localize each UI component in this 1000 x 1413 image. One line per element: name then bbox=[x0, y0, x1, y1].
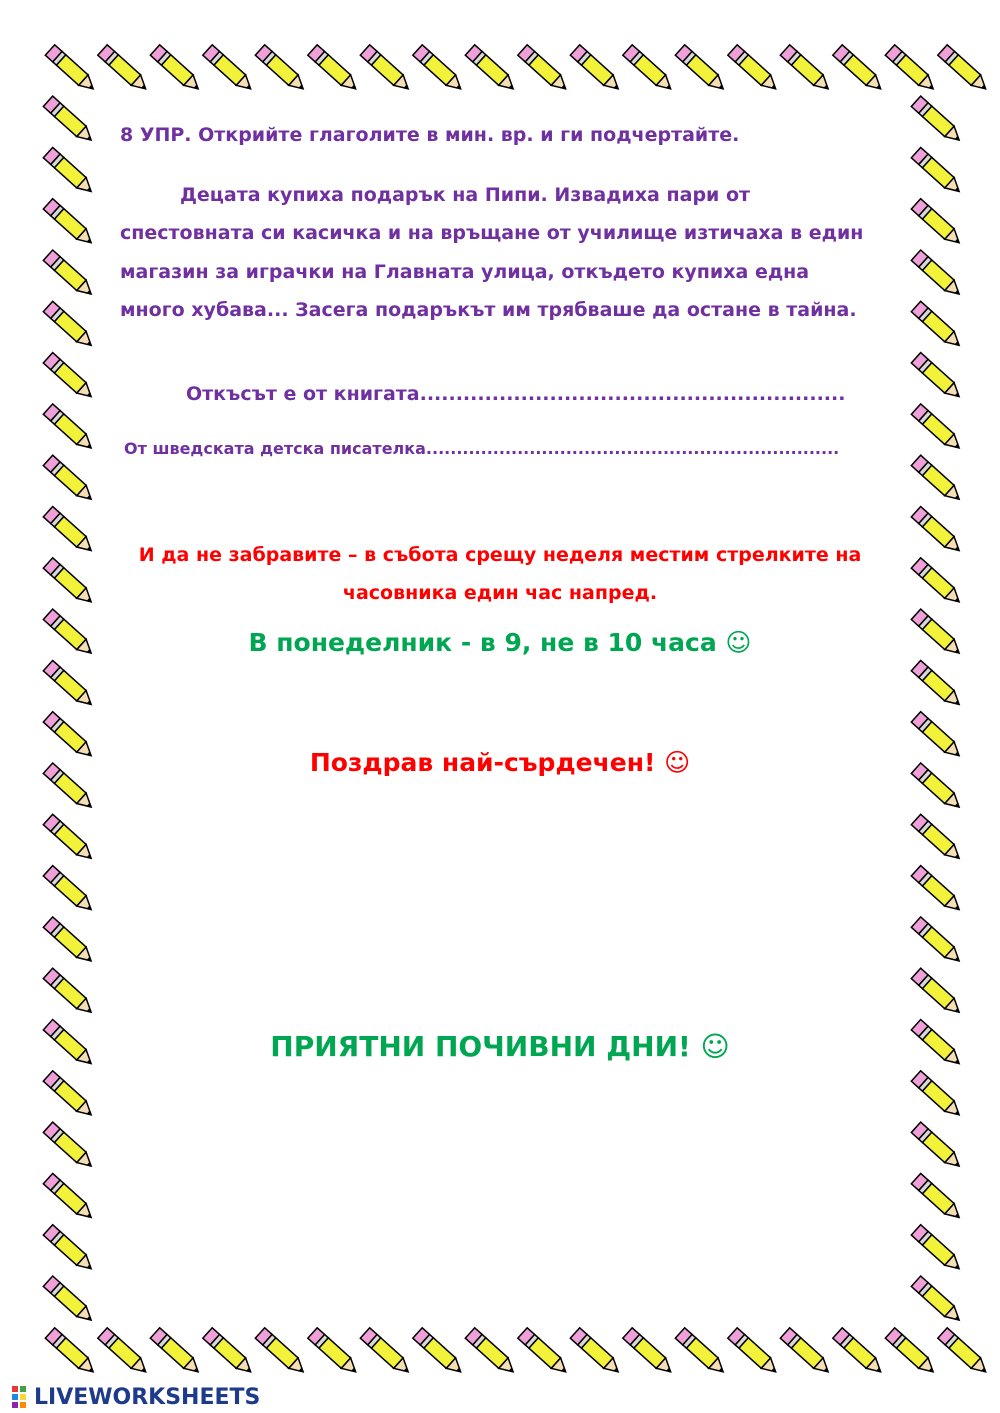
pencil-icon bbox=[518, 1328, 570, 1377]
pencil-icon bbox=[43, 609, 95, 658]
pencil-icon bbox=[911, 968, 963, 1017]
book-prompt: Откъсът е от книгата........................................................... bbox=[186, 383, 846, 405]
pencil-icon bbox=[675, 1328, 727, 1377]
greeting: Поздрав най-сърдечен! ☺ bbox=[309, 748, 691, 777]
pencil-icon bbox=[43, 96, 95, 145]
pencil-icon bbox=[911, 199, 963, 248]
pencil-icon bbox=[360, 45, 412, 94]
pencil-icon bbox=[911, 301, 963, 350]
pencil-icon bbox=[203, 45, 255, 94]
pencil-icon bbox=[465, 1328, 517, 1377]
pencil-icon bbox=[43, 301, 95, 350]
pencil-icon bbox=[45, 1328, 97, 1377]
pencil-icon bbox=[255, 1328, 307, 1377]
pencil-icon bbox=[780, 1328, 832, 1377]
pencil-icon bbox=[911, 763, 963, 812]
pencil-icon bbox=[911, 660, 963, 709]
pencil-icon bbox=[43, 506, 95, 555]
pencil-icon bbox=[623, 45, 675, 94]
pencil-icon bbox=[413, 1328, 465, 1377]
text-passage: Децата купиха подарък на Пипи. Извадиха пари от спестовната си касичка и на връщане от училище изтичаха в един магазин за играчки на Главната улица, откъдето купиха една много хубава... Засега подаръкът им трябваше да остане в тайна. bbox=[120, 184, 864, 321]
pencil-icon bbox=[43, 250, 95, 299]
pencil-icon bbox=[911, 353, 963, 402]
pencil-icon bbox=[43, 404, 95, 453]
pencil-icon bbox=[885, 45, 937, 94]
pencil-icon bbox=[911, 866, 963, 915]
pencil-icon bbox=[911, 1173, 963, 1222]
pencil-icon bbox=[45, 45, 97, 94]
pencil-icon bbox=[911, 1225, 963, 1274]
pencil-icon bbox=[911, 506, 963, 555]
pencil-icon bbox=[938, 45, 990, 94]
pencil-icon bbox=[43, 1225, 95, 1274]
pencil-icon bbox=[308, 1328, 360, 1377]
pencil-icon bbox=[43, 147, 95, 196]
pencil-icon bbox=[43, 1019, 95, 1068]
pencil-icon bbox=[43, 814, 95, 863]
pencil-icon bbox=[150, 1328, 202, 1377]
pencil-icon bbox=[255, 45, 307, 94]
pencil-icon bbox=[43, 866, 95, 915]
pencil-icon bbox=[150, 45, 202, 94]
pencil-icon bbox=[43, 558, 95, 607]
pencil-icon bbox=[43, 455, 95, 504]
pencil-icon bbox=[780, 45, 832, 94]
pencil-icon bbox=[911, 1122, 963, 1171]
pencil-icon bbox=[675, 45, 727, 94]
logo-text: LIVEWORKSHEETS bbox=[34, 1384, 261, 1410]
clock-reminder: И да не забравите – в събота срещу неделя местим стрелките на часовника един час напред. bbox=[138, 544, 862, 604]
pencil-icon bbox=[885, 1328, 937, 1377]
pencil-icon bbox=[203, 1328, 255, 1377]
pencil-icon bbox=[43, 968, 95, 1017]
pencil-icon bbox=[911, 404, 963, 453]
pencil-icon bbox=[911, 712, 963, 761]
pencil-icon bbox=[43, 763, 95, 812]
pencil-icon bbox=[43, 917, 95, 966]
pencil-icon bbox=[728, 1328, 780, 1377]
pencil-icon bbox=[938, 1328, 990, 1377]
pencil-icon bbox=[911, 455, 963, 504]
logo-icon bbox=[10, 1384, 34, 1410]
pencil-icon bbox=[413, 45, 465, 94]
pencil-icon bbox=[465, 45, 517, 94]
pencil-icon bbox=[518, 45, 570, 94]
pencil-icon bbox=[43, 199, 95, 248]
pencil-icon bbox=[911, 814, 963, 863]
pencil-icon bbox=[911, 1071, 963, 1120]
author-prompt: От шведската детска писателка.................................................................... bbox=[124, 439, 840, 458]
pencil-icon bbox=[833, 45, 885, 94]
pencil-icon bbox=[98, 45, 150, 94]
pencil-icon bbox=[43, 1071, 95, 1120]
liveworksheets-logo[interactable] bbox=[10, 1382, 260, 1412]
pencil-icon bbox=[911, 917, 963, 966]
pencil-icon bbox=[308, 45, 360, 94]
pencil-icon bbox=[911, 147, 963, 196]
pencil-icon bbox=[43, 1173, 95, 1222]
pencil-icon bbox=[43, 660, 95, 709]
monday-note: В понеделник - в 9, не в 10 часа ☺ bbox=[248, 628, 752, 657]
pencil-icon bbox=[911, 609, 963, 658]
pencil-icon bbox=[43, 712, 95, 761]
pencil-icon bbox=[911, 250, 963, 299]
pencil-icon bbox=[911, 558, 963, 607]
pencil-icon bbox=[623, 1328, 675, 1377]
pencil-icon bbox=[570, 45, 622, 94]
pencil-icon bbox=[833, 1328, 885, 1377]
pencil-icon bbox=[911, 1019, 963, 1068]
pencil-icon bbox=[728, 45, 780, 94]
pencil-icon bbox=[43, 1276, 95, 1325]
pencil-icon bbox=[570, 1328, 622, 1377]
pencil-icon bbox=[911, 96, 963, 145]
pencil-icon bbox=[43, 1122, 95, 1171]
exercise-instruction: 8 УПР. Открийте глаголите в мин. вр. и ги подчертайте. bbox=[120, 124, 740, 146]
holidays-wish: ПРИЯТНИ ПОЧИВНИ ДНИ! ☺ bbox=[270, 1030, 730, 1063]
pencil-icon bbox=[98, 1328, 150, 1377]
pencil-icon bbox=[911, 1276, 963, 1325]
pencil-icon bbox=[43, 353, 95, 402]
pencil-icon bbox=[360, 1328, 412, 1377]
